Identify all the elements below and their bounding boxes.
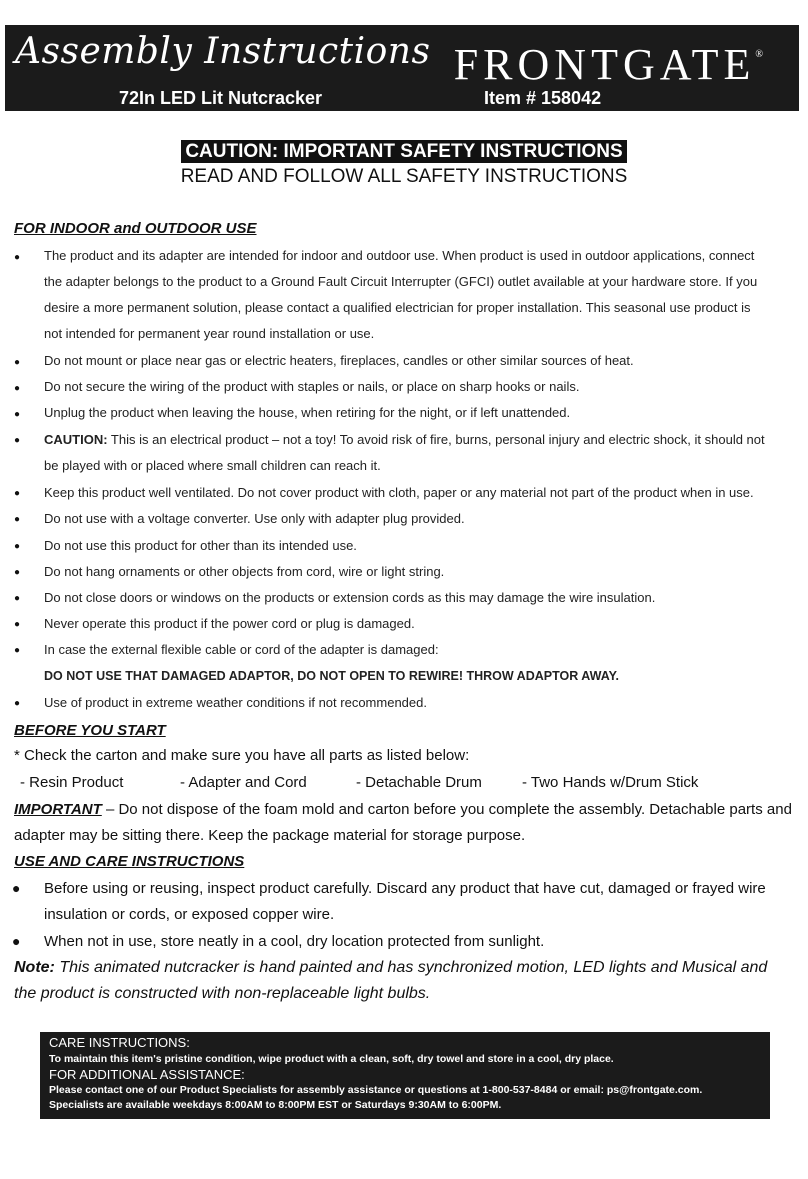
important-label: IMPORTANT (14, 801, 102, 818)
bullet-text: Do not mount or place near gas or electric heaters, fireplaces, candles or other similar sources of heat. (44, 353, 634, 368)
care-bullet-text: When not in use, store neatly in a cool, dry location protected from sunlight. (44, 933, 545, 950)
assistance-hours-text: Specialists are available weekdays 8:00AM to 8:00PM EST or Saturdays 9:30AM to 6:00PM. (49, 1099, 502, 1111)
part-item: - Resin Product (20, 774, 124, 791)
bullet-line: be played with or placed where small children can reach it. (44, 458, 381, 473)
assembly-instructions-title: Assembly Instructions (15, 31, 431, 72)
important-note (14, 797, 794, 849)
bullet-text: Do not secure the wiring of the product with staples or nails, or place on sharp hooks or nails. (44, 379, 580, 394)
item-number: Item # 158042 (484, 88, 602, 108)
header-banner (5, 25, 799, 111)
bullet-icon: ● (14, 383, 21, 394)
bullet-text: Do not use this product for other than its intended use. (44, 538, 357, 553)
bullet-icon: ● (14, 645, 21, 656)
use-care-heading: USE AND CARE INSTRUCTIONS (14, 853, 245, 870)
part-item: - Detachable Drum (356, 774, 482, 791)
bullet-line: In case the external flexible cable or cord of the adapter is damaged: (44, 642, 439, 657)
important-line-text: – Do not dispose of the foam mold and carton before you complete the assembly. Detachable parts and (101, 801, 792, 818)
adaptor-warning: DO NOT USE THAT DAMAGED ADAPTOR, DO NOT OPEN TO REWIRE! THROW ADAPTOR AWAY. (44, 669, 620, 683)
care-instructions-title: CARE INSTRUCTIONS: (49, 1035, 190, 1050)
bullet-icon: ● (14, 409, 21, 420)
bullet-text: Do not close doors or windows on the products or extension cords as this may damage the wire insulation. (44, 590, 656, 605)
caution-label: CAUTION: (44, 432, 108, 447)
bullet-text: Use of product in extreme weather conditions if not recommended. (44, 695, 427, 710)
note-line (14, 955, 794, 981)
brand-name: FRONTGATE (453, 40, 756, 89)
bullet-icon: ● (14, 619, 21, 630)
check-carton-text: * Check the carton and make sure you have all parts as listed below: (14, 747, 470, 764)
bullet-icon: ● (14, 567, 21, 578)
registered-mark: ® (755, 49, 763, 60)
bullet-icon: ● (14, 541, 21, 552)
important-line: adapter may be sitting there. Keep the package material for storage purpose. (14, 827, 526, 844)
part-item: - Adapter and Cord (180, 774, 307, 791)
bullet-line: desire a more permanent solution, please contact a qualified electrician for proper installation. This seasonal use product is (44, 300, 751, 315)
bullet-icon: ● (14, 593, 21, 604)
note-line-text: This animated nutcracker is hand painted and has synchronized motion, LED lights and Musical and (54, 959, 768, 976)
bullet-text: Do not hang ornaments or other objects from cord, wire or light string. (44, 564, 445, 579)
bullet-icon: ● (12, 933, 21, 949)
bullet-line: The product and its adapter are intended for indoor and outdoor use. When product is used in outdoor applications, connect (44, 248, 755, 263)
bullet-text: Keep this product well ventilated. Do not cover product with cloth, paper or any material not part of the product when in use. (44, 485, 754, 500)
frontgate-logo (454, 39, 763, 90)
important-line (14, 797, 794, 823)
bullet-text (44, 427, 784, 479)
bullet-icon: ● (14, 252, 21, 263)
bullet-icon: ● (12, 880, 21, 896)
note-label: Note: (14, 959, 55, 976)
caution-heading-text: CAUTION: IMPORTANT SAFETY INSTRUCTIONS (181, 140, 626, 163)
assistance-contact-text: Please contact one of our Product Specialists for assembly assistance or questions at 1-800-537-8484 or email: ps@frontgate.com. (49, 1084, 703, 1096)
product-name: 72In LED Lit Nutcracker (119, 88, 323, 108)
bullet-line-text: This is an electrical product – not a toy! To avoid risk of fire, burns, personal injury and electric shock, it should not (107, 432, 765, 447)
bullet-icon: ● (14, 357, 21, 368)
note-line: the product is constructed with non-replaceable light bulbs. (14, 985, 431, 1002)
bullet-text: Unplug the product when leaving the house, when retiring for the night, or if left unattended. (44, 405, 571, 420)
care-line: Before using or reusing, inspect product carefully. Discard any product that have cut, damaged or frayed wire (44, 880, 766, 897)
caution-heading (0, 141, 808, 163)
bullet-line: the adapter belongs to the product to a Ground Fault Circuit Interrupter (GFCI) outlet available at your hardware store. If you (44, 274, 758, 289)
additional-assistance-title: FOR ADDITIONAL ASSISTANCE: (49, 1067, 245, 1082)
indoor-outdoor-heading: FOR INDOOR and OUTDOOR USE (14, 220, 257, 237)
part-item: - Two Hands w/Drum Stick (522, 774, 699, 791)
bullet-text (44, 243, 784, 347)
bullet-icon: ● (14, 698, 21, 709)
bullet-icon: ● (14, 488, 21, 499)
bullet-line (44, 427, 784, 453)
before-you-start-heading: BEFORE YOU START (14, 722, 166, 739)
bullet-icon: ● (14, 514, 21, 525)
bullet-line: not intended for permanent year round installation or use. (44, 326, 375, 341)
care-assistance-box (40, 1032, 770, 1119)
product-note (14, 955, 794, 1007)
bullet-text: Never operate this product if the power cord or plug is damaged. (44, 616, 415, 631)
bullet-icon: ● (14, 435, 21, 446)
care-instructions-text: To maintain this item's pristine condition, wipe product with a clean, soft, dry towel and store in a cool, dry place. (49, 1053, 614, 1065)
read-follow-heading: READ AND FOLLOW ALL SAFETY INSTRUCTIONS (180, 166, 628, 187)
care-bullet-text (44, 876, 794, 928)
bullet-text: Do not use with a voltage converter. Use only with adapter plug provided. (44, 511, 465, 526)
bullet-text (44, 637, 784, 689)
care-line: insulation or cords, or exposed copper wire. (44, 906, 335, 923)
